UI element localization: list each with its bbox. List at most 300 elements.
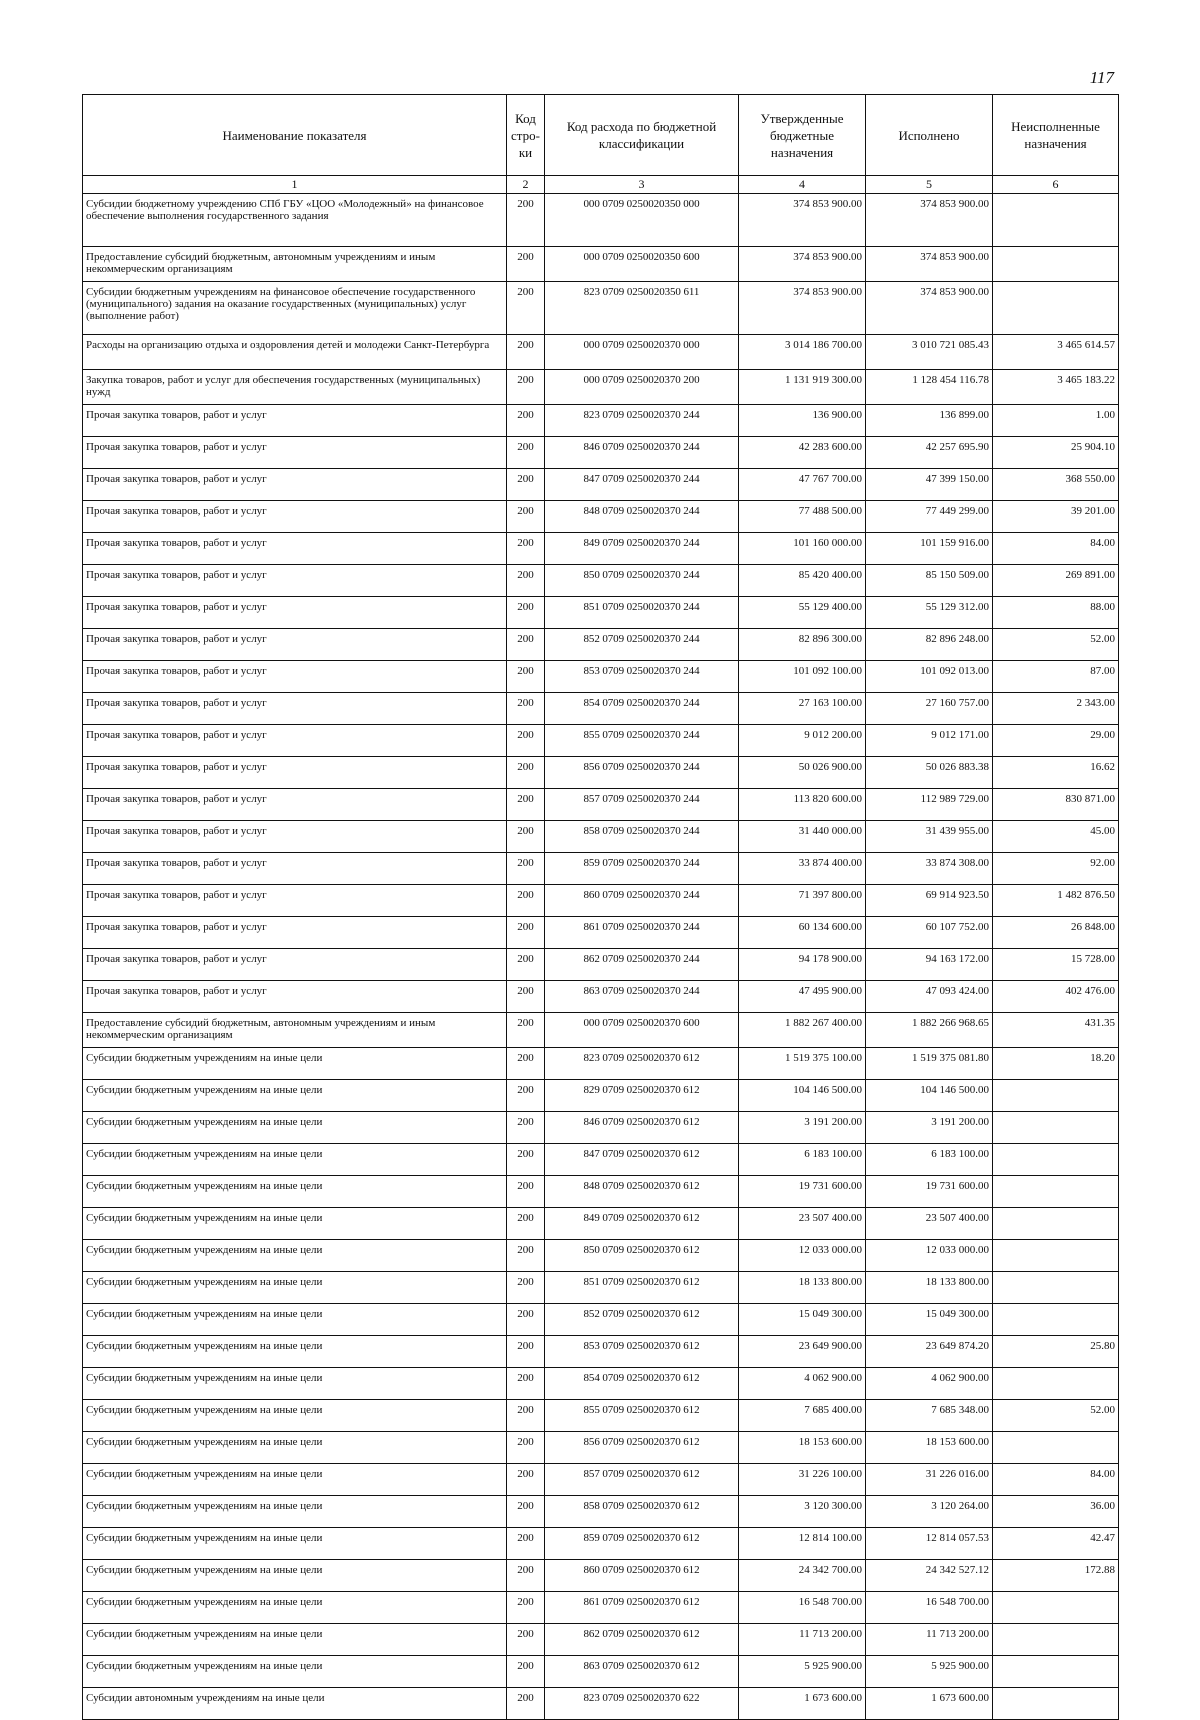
row-unexecuted-amount: 402 476.00 (993, 981, 1119, 1013)
column-number: 6 (993, 176, 1119, 194)
table-row (83, 981, 1119, 1013)
row-expense-code: 823 0709 0250020370 612 (545, 1048, 739, 1080)
row-executed-amount: 1 519 375 081.80 (866, 1048, 993, 1080)
column-number: 1 (83, 176, 507, 194)
table-row (83, 1464, 1119, 1496)
row-indicator-name: Субсидии бюджетным учреждениям на иные цели (83, 1272, 507, 1304)
row-indicator-name: Субсидии бюджетным учреждениям на иные цели (83, 1304, 507, 1336)
row-line-code: 200 (507, 1080, 545, 1112)
row-indicator-name: Субсидии автономным учреждениям на иные цели (83, 1688, 507, 1720)
row-approved-amount: 9 012 200.00 (739, 725, 866, 757)
table-row (83, 1048, 1119, 1080)
row-approved-amount: 31 226 100.00 (739, 1464, 866, 1496)
row-executed-amount: 136 899.00 (866, 405, 993, 437)
row-unexecuted-amount (993, 1144, 1119, 1176)
row-expense-code: 858 0709 0250020370 612 (545, 1496, 739, 1528)
row-expense-code: 852 0709 0250020370 612 (545, 1304, 739, 1336)
row-executed-amount: 3 010 721 085.43 (866, 335, 993, 370)
row-unexecuted-amount (993, 1112, 1119, 1144)
header-row (83, 95, 1119, 176)
row-indicator-name: Субсидии бюджетным учреждениям на иные цели (83, 1176, 507, 1208)
row-line-code: 200 (507, 1528, 545, 1560)
row-expense-code: 851 0709 0250020370 612 (545, 1272, 739, 1304)
row-unexecuted-amount (993, 1272, 1119, 1304)
column-number-row (83, 176, 1119, 194)
row-unexecuted-amount (993, 1624, 1119, 1656)
row-line-code: 200 (507, 370, 545, 405)
row-approved-amount: 104 146 500.00 (739, 1080, 866, 1112)
row-line-code: 200 (507, 1560, 545, 1592)
row-indicator-name: Закупка товаров, работ и услуг для обеспечения государственных (муниципальных) нужд (83, 370, 507, 405)
table-row (83, 1432, 1119, 1464)
row-expense-code: 849 0709 0250020370 244 (545, 533, 739, 565)
row-line-code: 200 (507, 1013, 545, 1048)
row-unexecuted-amount: 42.47 (993, 1528, 1119, 1560)
row-indicator-name: Прочая закупка товаров, работ и услуг (83, 661, 507, 693)
row-expense-code: 846 0709 0250020370 244 (545, 437, 739, 469)
table-row (83, 917, 1119, 949)
table-row (83, 885, 1119, 917)
row-unexecuted-amount (993, 1592, 1119, 1624)
row-executed-amount: 24 342 527.12 (866, 1560, 993, 1592)
row-executed-amount: 33 874 308.00 (866, 853, 993, 885)
row-indicator-name: Прочая закупка товаров, работ и услуг (83, 917, 507, 949)
row-expense-code: 860 0709 0250020370 244 (545, 885, 739, 917)
row-unexecuted-amount: 431.35 (993, 1013, 1119, 1048)
row-line-code: 200 (507, 757, 545, 789)
row-indicator-name: Субсидии бюджетным учреждениям на иные цели (83, 1432, 507, 1464)
row-expense-code: 862 0709 0250020370 244 (545, 949, 739, 981)
row-indicator-name: Прочая закупка товаров, работ и услуг (83, 949, 507, 981)
row-executed-amount: 60 107 752.00 (866, 917, 993, 949)
row-indicator-name: Прочая закупка товаров, работ и услуг (83, 693, 507, 725)
row-approved-amount: 7 685 400.00 (739, 1400, 866, 1432)
row-line-code: 200 (507, 1432, 545, 1464)
row-expense-code: 858 0709 0250020370 244 (545, 821, 739, 853)
row-expense-code: 862 0709 0250020370 612 (545, 1624, 739, 1656)
row-indicator-name: Прочая закупка товаров, работ и услуг (83, 629, 507, 661)
table-row (83, 335, 1119, 370)
row-line-code: 200 (507, 1304, 545, 1336)
row-indicator-name: Предоставление субсидий бюджетным, автономным учреждениям и иным некоммерческим организациям (83, 1013, 507, 1048)
row-expense-code: 847 0709 0250020370 244 (545, 469, 739, 501)
row-approved-amount: 3 191 200.00 (739, 1112, 866, 1144)
row-expense-code: 854 0709 0250020370 612 (545, 1368, 739, 1400)
row-indicator-name: Субсидии бюджетным учреждениям на иные цели (83, 1592, 507, 1624)
row-line-code: 200 (507, 1144, 545, 1176)
row-expense-code: 860 0709 0250020370 612 (545, 1560, 739, 1592)
row-unexecuted-amount: 25.80 (993, 1336, 1119, 1368)
table-row (83, 1368, 1119, 1400)
table-row (83, 1560, 1119, 1592)
row-approved-amount: 1 519 375 100.00 (739, 1048, 866, 1080)
row-indicator-name: Субсидии бюджетным учреждениям на иные цели (83, 1560, 507, 1592)
row-approved-amount: 18 153 600.00 (739, 1432, 866, 1464)
row-indicator-name: Прочая закупка товаров, работ и услуг (83, 597, 507, 629)
row-unexecuted-amount: 84.00 (993, 1464, 1119, 1496)
row-indicator-name: Субсидии бюджетным учреждениям на финансовое обеспечение государственного (муниципального) задания на оказание государственных (муниципальных) услуг (выполнение работ) (83, 282, 507, 335)
row-unexecuted-amount (993, 1176, 1119, 1208)
row-unexecuted-amount (993, 1304, 1119, 1336)
row-expense-code: 847 0709 0250020370 612 (545, 1144, 739, 1176)
row-executed-amount: 50 026 883.38 (866, 757, 993, 789)
row-expense-code: 846 0709 0250020370 612 (545, 1112, 739, 1144)
table-row (83, 1304, 1119, 1336)
table-row (83, 1080, 1119, 1112)
row-approved-amount: 136 900.00 (739, 405, 866, 437)
table-row (83, 1528, 1119, 1560)
row-approved-amount: 18 133 800.00 (739, 1272, 866, 1304)
row-expense-code: 000 0709 0250020350 000 (545, 194, 739, 247)
row-expense-code: 829 0709 0250020370 612 (545, 1080, 739, 1112)
row-line-code: 200 (507, 1688, 545, 1720)
table-row (83, 370, 1119, 405)
row-indicator-name: Прочая закупка товаров, работ и услуг (83, 437, 507, 469)
table-row (83, 661, 1119, 693)
table-row (83, 629, 1119, 661)
table-row (83, 247, 1119, 282)
row-approved-amount: 47 767 700.00 (739, 469, 866, 501)
table-row (83, 789, 1119, 821)
row-approved-amount: 42 283 600.00 (739, 437, 866, 469)
row-line-code: 200 (507, 693, 545, 725)
row-unexecuted-amount: 39 201.00 (993, 501, 1119, 533)
row-indicator-name: Предоставление субсидий бюджетным, автономным учреждениям и иным некоммерческим организациям (83, 247, 507, 282)
row-indicator-name: Субсидии бюджетным учреждениям на иные цели (83, 1336, 507, 1368)
row-indicator-name: Прочая закупка товаров, работ и услуг (83, 789, 507, 821)
row-executed-amount: 82 896 248.00 (866, 629, 993, 661)
row-line-code: 200 (507, 1240, 545, 1272)
row-unexecuted-amount: 36.00 (993, 1496, 1119, 1528)
row-unexecuted-amount: 3 465 183.22 (993, 370, 1119, 405)
row-unexecuted-amount (993, 1656, 1119, 1688)
row-executed-amount: 1 673 600.00 (866, 1688, 993, 1720)
row-approved-amount: 12 814 100.00 (739, 1528, 866, 1560)
table-row (83, 533, 1119, 565)
row-indicator-name: Субсидии бюджетным учреждениям на иные цели (83, 1080, 507, 1112)
row-line-code: 200 (507, 917, 545, 949)
row-indicator-name: Прочая закупка товаров, работ и услуг (83, 533, 507, 565)
row-executed-amount: 47 093 424.00 (866, 981, 993, 1013)
row-unexecuted-amount: 52.00 (993, 629, 1119, 661)
row-expense-code: 855 0709 0250020370 244 (545, 725, 739, 757)
row-executed-amount: 374 853 900.00 (866, 247, 993, 282)
table-row (83, 405, 1119, 437)
row-executed-amount: 101 092 013.00 (866, 661, 993, 693)
row-line-code: 200 (507, 1496, 545, 1528)
row-approved-amount: 24 342 700.00 (739, 1560, 866, 1592)
row-indicator-name: Прочая закупка товаров, работ и услуг (83, 501, 507, 533)
row-executed-amount: 3 191 200.00 (866, 1112, 993, 1144)
table-row (83, 565, 1119, 597)
header-approved: Утвержденные бюджетные назначения (739, 95, 866, 176)
row-approved-amount: 6 183 100.00 (739, 1144, 866, 1176)
row-executed-amount: 11 713 200.00 (866, 1624, 993, 1656)
row-indicator-name: Субсидии бюджетным учреждениям на иные цели (83, 1208, 507, 1240)
row-indicator-name: Субсидии бюджетным учреждениям на иные цели (83, 1112, 507, 1144)
row-expense-code: 853 0709 0250020370 244 (545, 661, 739, 693)
row-expense-code: 856 0709 0250020370 612 (545, 1432, 739, 1464)
row-indicator-name: Прочая закупка товаров, работ и услуг (83, 469, 507, 501)
row-line-code: 200 (507, 335, 545, 370)
row-unexecuted-amount: 3 465 614.57 (993, 335, 1119, 370)
row-executed-amount: 18 133 800.00 (866, 1272, 993, 1304)
table-row (83, 501, 1119, 533)
row-executed-amount: 1 882 266 968.65 (866, 1013, 993, 1048)
row-line-code: 200 (507, 1048, 545, 1080)
row-line-code: 200 (507, 597, 545, 629)
row-expense-code: 859 0709 0250020370 612 (545, 1528, 739, 1560)
row-executed-amount: 47 399 150.00 (866, 469, 993, 501)
row-executed-amount: 85 150 509.00 (866, 565, 993, 597)
row-expense-code: 000 0709 0250020370 200 (545, 370, 739, 405)
row-line-code: 200 (507, 405, 545, 437)
row-unexecuted-amount: 84.00 (993, 533, 1119, 565)
row-indicator-name: Субсидии бюджетным учреждениям на иные цели (83, 1464, 507, 1496)
table-row (83, 1013, 1119, 1048)
row-approved-amount: 4 062 900.00 (739, 1368, 866, 1400)
row-unexecuted-amount: 830 871.00 (993, 789, 1119, 821)
row-expense-code: 823 0709 0250020370 622 (545, 1688, 739, 1720)
row-expense-code: 000 0709 0250020350 600 (545, 247, 739, 282)
row-executed-amount: 374 853 900.00 (866, 194, 993, 247)
table-row (83, 1624, 1119, 1656)
row-line-code: 200 (507, 629, 545, 661)
row-executed-amount: 19 731 600.00 (866, 1176, 993, 1208)
table-row (83, 1656, 1119, 1688)
row-unexecuted-amount (993, 247, 1119, 282)
row-indicator-name: Прочая закупка товаров, работ и услуг (83, 757, 507, 789)
row-unexecuted-amount (993, 1240, 1119, 1272)
row-executed-amount: 3 120 264.00 (866, 1496, 993, 1528)
row-unexecuted-amount: 1 482 876.50 (993, 885, 1119, 917)
row-line-code: 200 (507, 501, 545, 533)
row-approved-amount: 15 049 300.00 (739, 1304, 866, 1336)
table-row (83, 853, 1119, 885)
row-approved-amount: 101 160 000.00 (739, 533, 866, 565)
row-approved-amount: 11 713 200.00 (739, 1624, 866, 1656)
row-line-code: 200 (507, 247, 545, 282)
row-approved-amount: 374 853 900.00 (739, 247, 866, 282)
row-line-code: 200 (507, 1336, 545, 1368)
table-row (83, 757, 1119, 789)
row-approved-amount: 1 882 267 400.00 (739, 1013, 866, 1048)
table-row (83, 1688, 1119, 1720)
row-unexecuted-amount: 87.00 (993, 661, 1119, 693)
row-indicator-name: Прочая закупка товаров, работ и услуг (83, 821, 507, 853)
row-line-code: 200 (507, 194, 545, 247)
row-executed-amount: 31 226 016.00 (866, 1464, 993, 1496)
row-executed-amount: 23 649 874.20 (866, 1336, 993, 1368)
row-executed-amount: 6 183 100.00 (866, 1144, 993, 1176)
row-line-code: 200 (507, 437, 545, 469)
row-unexecuted-amount: 172.88 (993, 1560, 1119, 1592)
table-row (83, 469, 1119, 501)
row-unexecuted-amount: 15 728.00 (993, 949, 1119, 981)
row-unexecuted-amount (993, 1368, 1119, 1400)
row-executed-amount: 31 439 955.00 (866, 821, 993, 853)
row-indicator-name: Субсидии бюджетным учреждениям на иные цели (83, 1368, 507, 1400)
row-expense-code: 823 0709 0250020350 611 (545, 282, 739, 335)
row-executed-amount: 7 685 348.00 (866, 1400, 993, 1432)
row-unexecuted-amount (993, 282, 1119, 335)
row-approved-amount: 23 649 900.00 (739, 1336, 866, 1368)
row-executed-amount: 18 153 600.00 (866, 1432, 993, 1464)
row-expense-code: 823 0709 0250020370 244 (545, 405, 739, 437)
column-number: 5 (866, 176, 993, 194)
row-unexecuted-amount (993, 1688, 1119, 1720)
row-indicator-name: Прочая закупка товаров, работ и услуг (83, 405, 507, 437)
row-line-code: 200 (507, 1656, 545, 1688)
row-executed-amount: 9 012 171.00 (866, 725, 993, 757)
column-number: 2 (507, 176, 545, 194)
row-approved-amount: 23 507 400.00 (739, 1208, 866, 1240)
row-unexecuted-amount: 269 891.00 (993, 565, 1119, 597)
row-indicator-name: Прочая закупка товаров, работ и услуг (83, 565, 507, 597)
row-unexecuted-amount: 88.00 (993, 597, 1119, 629)
budget-execution-table (82, 94, 1119, 1720)
row-line-code: 200 (507, 469, 545, 501)
page-number: 117 (1089, 68, 1114, 87)
table-row (83, 597, 1119, 629)
row-unexecuted-amount: 368 550.00 (993, 469, 1119, 501)
table-row (83, 693, 1119, 725)
row-executed-amount: 27 160 757.00 (866, 693, 993, 725)
row-approved-amount: 5 925 900.00 (739, 1656, 866, 1688)
row-executed-amount: 12 814 057.53 (866, 1528, 993, 1560)
row-approved-amount: 113 820 600.00 (739, 789, 866, 821)
row-line-code: 200 (507, 282, 545, 335)
row-line-code: 200 (507, 1464, 545, 1496)
row-approved-amount: 71 397 800.00 (739, 885, 866, 917)
header-unexecuted: Неисполненные назначения (993, 95, 1119, 176)
table-row (83, 821, 1119, 853)
row-line-code: 200 (507, 1208, 545, 1240)
column-number: 3 (545, 176, 739, 194)
row-indicator-name: Субсидии бюджетным учреждениям на иные цели (83, 1496, 507, 1528)
header-executed: Исполнено (866, 95, 993, 176)
row-unexecuted-amount: 52.00 (993, 1400, 1119, 1432)
row-unexecuted-amount: 92.00 (993, 853, 1119, 885)
row-indicator-name: Прочая закупка товаров, работ и услуг (83, 885, 507, 917)
row-expense-code: 856 0709 0250020370 244 (545, 757, 739, 789)
row-indicator-name: Прочая закупка товаров, работ и услуг (83, 981, 507, 1013)
row-unexecuted-amount: 16.62 (993, 757, 1119, 789)
row-unexecuted-amount: 45.00 (993, 821, 1119, 853)
table-row (83, 1592, 1119, 1624)
table-row (83, 1176, 1119, 1208)
table-row (83, 282, 1119, 335)
row-approved-amount: 1 673 600.00 (739, 1688, 866, 1720)
row-approved-amount: 33 874 400.00 (739, 853, 866, 885)
column-number: 4 (739, 176, 866, 194)
row-indicator-name: Субсидии бюджетным учреждениям на иные цели (83, 1656, 507, 1688)
row-expense-code: 854 0709 0250020370 244 (545, 693, 739, 725)
row-approved-amount: 27 163 100.00 (739, 693, 866, 725)
row-executed-amount: 104 146 500.00 (866, 1080, 993, 1112)
table-row (83, 1112, 1119, 1144)
row-executed-amount: 374 853 900.00 (866, 282, 993, 335)
row-approved-amount: 55 129 400.00 (739, 597, 866, 629)
row-expense-code: 850 0709 0250020370 244 (545, 565, 739, 597)
table-row (83, 1240, 1119, 1272)
row-line-code: 200 (507, 1176, 545, 1208)
row-expense-code: 853 0709 0250020370 612 (545, 1336, 739, 1368)
row-expense-code: 861 0709 0250020370 612 (545, 1592, 739, 1624)
row-line-code: 200 (507, 949, 545, 981)
row-expense-code: 852 0709 0250020370 244 (545, 629, 739, 661)
row-expense-code: 861 0709 0250020370 244 (545, 917, 739, 949)
row-expense-code: 850 0709 0250020370 612 (545, 1240, 739, 1272)
row-expense-code: 000 0709 0250020370 000 (545, 335, 739, 370)
row-approved-amount: 3 120 300.00 (739, 1496, 866, 1528)
row-expense-code: 000 0709 0250020370 600 (545, 1013, 739, 1048)
row-executed-amount: 101 159 916.00 (866, 533, 993, 565)
row-approved-amount: 31 440 000.00 (739, 821, 866, 853)
row-approved-amount: 19 731 600.00 (739, 1176, 866, 1208)
row-line-code: 200 (507, 981, 545, 1013)
row-line-code: 200 (507, 853, 545, 885)
row-indicator-name: Субсидии бюджетным учреждениям на иные цели (83, 1048, 507, 1080)
row-executed-amount: 16 548 700.00 (866, 1592, 993, 1624)
row-line-code: 200 (507, 1400, 545, 1432)
row-line-code: 200 (507, 533, 545, 565)
row-unexecuted-amount: 26 848.00 (993, 917, 1119, 949)
row-indicator-name: Прочая закупка товаров, работ и услуг (83, 725, 507, 757)
header-indicator-name: Наименование показателя (83, 95, 507, 176)
row-expense-code: 855 0709 0250020370 612 (545, 1400, 739, 1432)
row-expense-code: 863 0709 0250020370 244 (545, 981, 739, 1013)
row-approved-amount: 60 134 600.00 (739, 917, 866, 949)
row-unexecuted-amount (993, 1208, 1119, 1240)
table-row (83, 725, 1119, 757)
row-indicator-name: Субсидии бюджетным учреждениям на иные цели (83, 1240, 507, 1272)
row-expense-code: 848 0709 0250020370 244 (545, 501, 739, 533)
row-approved-amount: 77 488 500.00 (739, 501, 866, 533)
row-executed-amount: 15 049 300.00 (866, 1304, 993, 1336)
row-executed-amount: 5 925 900.00 (866, 1656, 993, 1688)
row-approved-amount: 94 178 900.00 (739, 949, 866, 981)
row-unexecuted-amount (993, 194, 1119, 247)
row-expense-code: 851 0709 0250020370 244 (545, 597, 739, 629)
row-indicator-name: Субсидии бюджетным учреждениям на иные цели (83, 1624, 507, 1656)
row-expense-code: 863 0709 0250020370 612 (545, 1656, 739, 1688)
row-unexecuted-amount: 29.00 (993, 725, 1119, 757)
row-expense-code: 857 0709 0250020370 612 (545, 1464, 739, 1496)
row-executed-amount: 55 129 312.00 (866, 597, 993, 629)
row-approved-amount: 85 420 400.00 (739, 565, 866, 597)
table-row (83, 1208, 1119, 1240)
row-indicator-name: Расходы на организацию отдыха и оздоровления детей и молодежи Санкт-Петербурга (83, 335, 507, 370)
row-approved-amount: 47 495 900.00 (739, 981, 866, 1013)
row-line-code: 200 (507, 1112, 545, 1144)
row-line-code: 200 (507, 885, 545, 917)
row-executed-amount: 112 989 729.00 (866, 789, 993, 821)
table-body (83, 194, 1119, 1720)
table-row (83, 949, 1119, 981)
row-expense-code: 857 0709 0250020370 244 (545, 789, 739, 821)
row-line-code: 200 (507, 565, 545, 597)
row-unexecuted-amount: 18.20 (993, 1048, 1119, 1080)
header-line-code: Код стро-ки (507, 95, 545, 176)
row-executed-amount: 4 062 900.00 (866, 1368, 993, 1400)
row-line-code: 200 (507, 789, 545, 821)
row-executed-amount: 1 128 454 116.78 (866, 370, 993, 405)
row-approved-amount: 3 014 186 700.00 (739, 335, 866, 370)
row-line-code: 200 (507, 1592, 545, 1624)
row-expense-code: 848 0709 0250020370 612 (545, 1176, 739, 1208)
row-approved-amount: 1 131 919 300.00 (739, 370, 866, 405)
